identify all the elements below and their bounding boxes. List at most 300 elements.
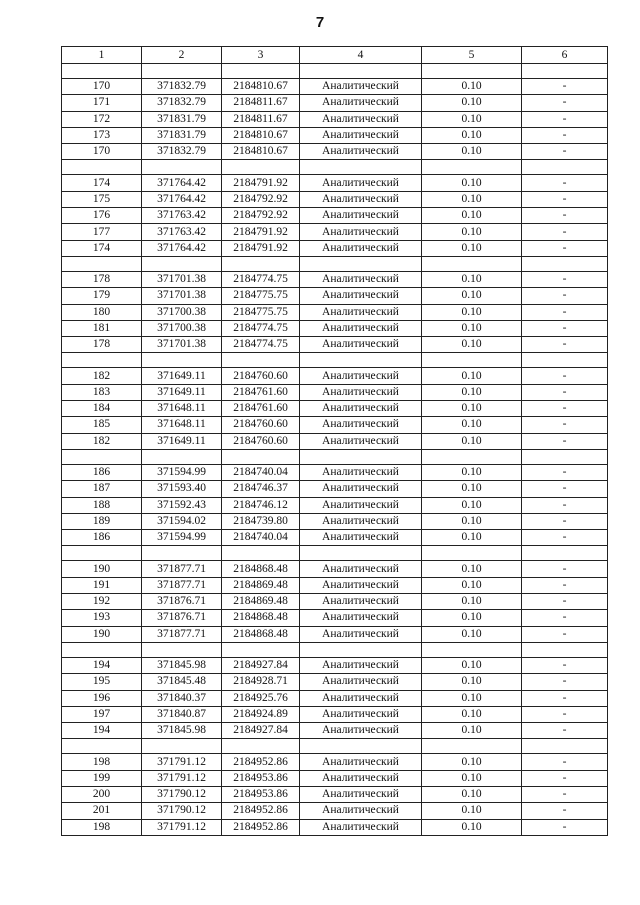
table-cell: 0.10 <box>422 337 522 353</box>
table-cell: 187 <box>62 481 142 497</box>
table-cell: Аналитический <box>300 304 422 320</box>
table-cell: Аналитический <box>300 513 422 529</box>
empty-cell <box>422 546 522 561</box>
table-cell: 371648.11 <box>142 401 222 417</box>
table-cell: 194 <box>62 657 142 673</box>
group-separator-row <box>62 64 608 79</box>
empty-cell <box>522 642 608 657</box>
table-cell: 371877.71 <box>142 626 222 642</box>
table-cell: 371832.79 <box>142 95 222 111</box>
empty-cell <box>222 739 300 754</box>
table-cell: 371594.99 <box>142 464 222 480</box>
table-cell: 2184775.75 <box>222 288 300 304</box>
table-cell: 0.10 <box>422 594 522 610</box>
table-cell: 0.10 <box>422 626 522 642</box>
table-row <box>62 271 608 287</box>
table-row <box>62 594 608 610</box>
table-cell: 0.10 <box>422 674 522 690</box>
table-cell: - <box>522 577 608 593</box>
table-cell: Аналитический <box>300 417 422 433</box>
empty-cell <box>142 642 222 657</box>
table-cell: 371701.38 <box>142 337 222 353</box>
table-cell: 197 <box>62 706 142 722</box>
table-row <box>62 786 608 802</box>
table-cell: 2184868.48 <box>222 561 300 577</box>
table-cell: - <box>522 819 608 835</box>
table-cell: 0.10 <box>422 530 522 546</box>
table-cell: - <box>522 111 608 127</box>
column-header: 5 <box>422 47 522 64</box>
table-row <box>62 723 608 739</box>
table-cell: 371877.71 <box>142 561 222 577</box>
table-cell: Аналитический <box>300 224 422 240</box>
empty-cell <box>142 256 222 271</box>
table-body <box>62 47 608 836</box>
table-cell: - <box>522 127 608 143</box>
table-cell: - <box>522 288 608 304</box>
table-cell: 2184791.92 <box>222 175 300 191</box>
empty-cell <box>422 739 522 754</box>
table-row <box>62 417 608 433</box>
table-row <box>62 111 608 127</box>
table-cell: - <box>522 417 608 433</box>
table-cell: 2184760.60 <box>222 433 300 449</box>
table-cell: 0.10 <box>422 464 522 480</box>
table-cell: - <box>522 674 608 690</box>
table-row <box>62 384 608 400</box>
table-cell: - <box>522 497 608 513</box>
empty-cell <box>62 642 142 657</box>
table-cell: 371700.38 <box>142 304 222 320</box>
table-cell: 2184760.60 <box>222 368 300 384</box>
group-separator-row <box>62 642 608 657</box>
empty-cell <box>142 546 222 561</box>
table-cell: 0.10 <box>422 723 522 739</box>
empty-cell <box>62 546 142 561</box>
empty-cell <box>522 449 608 464</box>
table-cell: 371877.71 <box>142 577 222 593</box>
table-cell: 0.10 <box>422 240 522 256</box>
table-row <box>62 690 608 706</box>
table-cell: 0.10 <box>422 127 522 143</box>
table-cell: 0.10 <box>422 481 522 497</box>
table-cell: Аналитический <box>300 706 422 722</box>
table-cell: 2184775.75 <box>222 304 300 320</box>
table-cell: 2184791.92 <box>222 240 300 256</box>
empty-cell <box>522 160 608 175</box>
table-cell: Аналитический <box>300 401 422 417</box>
table-cell: 371700.38 <box>142 320 222 336</box>
table-cell: - <box>522 481 608 497</box>
table-cell: 371649.11 <box>142 433 222 449</box>
empty-cell <box>62 256 142 271</box>
table-cell: 0.10 <box>422 304 522 320</box>
table-row <box>62 240 608 256</box>
table-row <box>62 754 608 770</box>
table-cell: 0.10 <box>422 577 522 593</box>
empty-cell <box>300 256 422 271</box>
table-cell: 2184810.67 <box>222 127 300 143</box>
empty-cell <box>222 353 300 368</box>
table-cell: - <box>522 433 608 449</box>
table-row <box>62 368 608 384</box>
table-cell: Аналитический <box>300 464 422 480</box>
table-cell: 2184810.67 <box>222 79 300 95</box>
table-cell: 371845.48 <box>142 674 222 690</box>
table-row <box>62 208 608 224</box>
table-cell: 198 <box>62 754 142 770</box>
table-cell: 371845.98 <box>142 723 222 739</box>
table-cell: 194 <box>62 723 142 739</box>
table-cell: - <box>522 561 608 577</box>
table-cell: 0.10 <box>422 754 522 770</box>
table-cell: 2184953.86 <box>222 786 300 802</box>
table-cell: Аналитический <box>300 657 422 673</box>
table-cell: 2184792.92 <box>222 191 300 207</box>
table-cell: - <box>522 368 608 384</box>
table-cell: Аналитический <box>300 819 422 835</box>
table-cell: 186 <box>62 464 142 480</box>
table-cell: Аналитический <box>300 208 422 224</box>
table-cell: - <box>522 208 608 224</box>
table-cell: 371649.11 <box>142 368 222 384</box>
table-cell: 2184739.80 <box>222 513 300 529</box>
table-cell: Аналитический <box>300 561 422 577</box>
table-cell: Аналитический <box>300 111 422 127</box>
table-cell: Аналитический <box>300 497 422 513</box>
table-cell: 182 <box>62 368 142 384</box>
table-cell: 0.10 <box>422 95 522 111</box>
table-cell: 176 <box>62 208 142 224</box>
table-cell: Аналитический <box>300 384 422 400</box>
table-cell: 193 <box>62 610 142 626</box>
table-row <box>62 464 608 480</box>
table-cell: 2184927.84 <box>222 723 300 739</box>
table-row <box>62 770 608 786</box>
table-cell: 185 <box>62 417 142 433</box>
table-cell: - <box>522 770 608 786</box>
empty-cell <box>522 256 608 271</box>
empty-cell <box>300 739 422 754</box>
table-cell: Аналитический <box>300 368 422 384</box>
empty-cell <box>222 642 300 657</box>
table-cell: 2184927.84 <box>222 657 300 673</box>
table-cell: 189 <box>62 513 142 529</box>
table-cell: 183 <box>62 384 142 400</box>
group-separator-row <box>62 353 608 368</box>
table-cell: - <box>522 786 608 802</box>
table-cell: Аналитический <box>300 594 422 610</box>
table-cell: 0.10 <box>422 271 522 287</box>
table-cell: - <box>522 224 608 240</box>
empty-cell <box>142 160 222 175</box>
table-cell: - <box>522 626 608 642</box>
empty-cell <box>422 642 522 657</box>
table-cell: - <box>522 803 608 819</box>
empty-cell <box>422 353 522 368</box>
table-cell: - <box>522 723 608 739</box>
table-cell: 0.10 <box>422 224 522 240</box>
table-cell: 0.10 <box>422 208 522 224</box>
table-cell: Аналитический <box>300 337 422 353</box>
table-cell: Аналитический <box>300 577 422 593</box>
table-cell: 0.10 <box>422 706 522 722</box>
table-row <box>62 561 608 577</box>
table-cell: 2184740.04 <box>222 464 300 480</box>
table-row <box>62 610 608 626</box>
table-cell: Аналитический <box>300 144 422 160</box>
table-cell: Аналитический <box>300 723 422 739</box>
table-cell: - <box>522 144 608 160</box>
table-cell: Аналитический <box>300 803 422 819</box>
group-separator-row <box>62 449 608 464</box>
table-cell: 371790.12 <box>142 803 222 819</box>
table-row <box>62 224 608 240</box>
table-cell: - <box>522 464 608 480</box>
table-cell: 371648.11 <box>142 417 222 433</box>
table-cell: - <box>522 530 608 546</box>
empty-cell <box>300 546 422 561</box>
empty-cell <box>422 160 522 175</box>
table-cell: 2184869.48 <box>222 577 300 593</box>
table-cell: Аналитический <box>300 271 422 287</box>
table-cell: 2184924.89 <box>222 706 300 722</box>
table-cell: 371764.42 <box>142 175 222 191</box>
table-cell: - <box>522 175 608 191</box>
table-cell: 0.10 <box>422 191 522 207</box>
table-row <box>62 304 608 320</box>
empty-cell <box>142 739 222 754</box>
table-cell: 0.10 <box>422 433 522 449</box>
table-cell: 191 <box>62 577 142 593</box>
group-separator-row <box>62 256 608 271</box>
empty-cell <box>222 449 300 464</box>
table-cell: 2184953.86 <box>222 770 300 786</box>
empty-cell <box>522 739 608 754</box>
table-cell: 2184774.75 <box>222 337 300 353</box>
table-cell: - <box>522 754 608 770</box>
table-cell: 175 <box>62 191 142 207</box>
table-cell: - <box>522 304 608 320</box>
empty-cell <box>222 160 300 175</box>
table-row <box>62 95 608 111</box>
table-cell: 0.10 <box>422 111 522 127</box>
table-cell: - <box>522 594 608 610</box>
table-cell: Аналитический <box>300 690 422 706</box>
table-cell: 174 <box>62 175 142 191</box>
table-cell: Аналитический <box>300 610 422 626</box>
table-cell: 0.10 <box>422 513 522 529</box>
table-header-row <box>62 47 608 64</box>
empty-cell <box>222 256 300 271</box>
table-cell: 195 <box>62 674 142 690</box>
table-cell: 371592.43 <box>142 497 222 513</box>
table-cell: 0.10 <box>422 384 522 400</box>
table-cell: 371831.79 <box>142 111 222 127</box>
empty-cell <box>522 546 608 561</box>
table-cell: 371764.42 <box>142 240 222 256</box>
table-row <box>62 513 608 529</box>
table-row <box>62 530 608 546</box>
column-header: 2 <box>142 47 222 64</box>
table-row <box>62 497 608 513</box>
table-cell: 371791.12 <box>142 819 222 835</box>
table-cell: 0.10 <box>422 79 522 95</box>
table-cell: 2184928.71 <box>222 674 300 690</box>
table-cell: 371764.42 <box>142 191 222 207</box>
empty-cell <box>142 449 222 464</box>
table-row <box>62 657 608 673</box>
table-cell: 181 <box>62 320 142 336</box>
table-cell: 170 <box>62 144 142 160</box>
group-separator-row <box>62 739 608 754</box>
table-cell: 182 <box>62 433 142 449</box>
empty-cell <box>300 353 422 368</box>
table-cell: 371876.71 <box>142 610 222 626</box>
table-cell: 170 <box>62 79 142 95</box>
table-row <box>62 337 608 353</box>
table-cell: - <box>522 706 608 722</box>
table-cell: 0.10 <box>422 175 522 191</box>
empty-cell <box>300 449 422 464</box>
table-cell: Аналитический <box>300 433 422 449</box>
table-cell: 196 <box>62 690 142 706</box>
table-cell: Аналитический <box>300 674 422 690</box>
table-cell: 2184811.67 <box>222 95 300 111</box>
table-cell: 2184774.75 <box>222 271 300 287</box>
table-cell: 371840.37 <box>142 690 222 706</box>
table-cell: 0.10 <box>422 417 522 433</box>
table-cell: - <box>522 690 608 706</box>
table-row <box>62 175 608 191</box>
table-cell: 199 <box>62 770 142 786</box>
table-cell: 371790.12 <box>142 786 222 802</box>
table-cell: - <box>522 240 608 256</box>
table-cell: 0.10 <box>422 610 522 626</box>
empty-cell <box>522 353 608 368</box>
table-cell: Аналитический <box>300 754 422 770</box>
table-cell: 184 <box>62 401 142 417</box>
table-cell: Аналитический <box>300 481 422 497</box>
table-cell: - <box>522 513 608 529</box>
column-header: 6 <box>522 47 608 64</box>
table-cell: 371763.42 <box>142 224 222 240</box>
table-cell: 2184925.76 <box>222 690 300 706</box>
table-cell: 192 <box>62 594 142 610</box>
table-row <box>62 481 608 497</box>
table-row <box>62 401 608 417</box>
table-cell: Аналитический <box>300 240 422 256</box>
table-cell: 190 <box>62 626 142 642</box>
column-header: 4 <box>300 47 422 64</box>
table-cell: Аналитический <box>300 175 422 191</box>
table-cell: 2184868.48 <box>222 626 300 642</box>
table-cell: 371763.42 <box>142 208 222 224</box>
table-cell: 371845.98 <box>142 657 222 673</box>
table-cell: 178 <box>62 271 142 287</box>
table-row <box>62 288 608 304</box>
table-cell: 0.10 <box>422 320 522 336</box>
table-cell: 2184746.37 <box>222 481 300 497</box>
table-row <box>62 706 608 722</box>
table-cell: 173 <box>62 127 142 143</box>
table-cell: 2184761.60 <box>222 384 300 400</box>
table-cell: Аналитический <box>300 530 422 546</box>
table-row <box>62 191 608 207</box>
empty-cell <box>300 642 422 657</box>
table-cell: Аналитический <box>300 320 422 336</box>
table-cell: 371791.12 <box>142 754 222 770</box>
empty-cell <box>142 64 222 79</box>
page-number: 7 <box>315 14 325 31</box>
table-cell: - <box>522 271 608 287</box>
table-cell: 371701.38 <box>142 271 222 287</box>
table-cell: 2184760.60 <box>222 417 300 433</box>
table-cell: 177 <box>62 224 142 240</box>
empty-cell <box>422 64 522 79</box>
table-cell: 179 <box>62 288 142 304</box>
table-cell: Аналитический <box>300 79 422 95</box>
group-separator-row <box>62 160 608 175</box>
table-cell: 371831.79 <box>142 127 222 143</box>
table-cell: 2184810.67 <box>222 144 300 160</box>
table-cell: 2184869.48 <box>222 594 300 610</box>
table-row <box>62 144 608 160</box>
column-header: 3 <box>222 47 300 64</box>
table-cell: 371791.12 <box>142 770 222 786</box>
table-cell: 371701.38 <box>142 288 222 304</box>
empty-cell <box>62 64 142 79</box>
table-cell: 190 <box>62 561 142 577</box>
table-cell: 371649.11 <box>142 384 222 400</box>
table-row <box>62 320 608 336</box>
empty-cell <box>62 739 142 754</box>
table-cell: - <box>522 95 608 111</box>
table-cell: 2184811.67 <box>222 111 300 127</box>
table-cell: 2184868.48 <box>222 610 300 626</box>
table-cell: 188 <box>62 497 142 513</box>
table-cell: - <box>522 320 608 336</box>
table-row <box>62 79 608 95</box>
table-cell: 2184792.92 <box>222 208 300 224</box>
empty-cell <box>300 160 422 175</box>
table-cell: Аналитический <box>300 288 422 304</box>
table-cell: 2184791.92 <box>222 224 300 240</box>
table-cell: 371876.71 <box>142 594 222 610</box>
table-cell: Аналитический <box>300 127 422 143</box>
table-cell: 371832.79 <box>142 144 222 160</box>
empty-cell <box>142 353 222 368</box>
table-row <box>62 803 608 819</box>
table-row <box>62 819 608 835</box>
table-cell: Аналитический <box>300 626 422 642</box>
table-cell: 0.10 <box>422 497 522 513</box>
table-cell: - <box>522 401 608 417</box>
table-cell: 0.10 <box>422 803 522 819</box>
table-cell: 198 <box>62 819 142 835</box>
table-cell: - <box>522 384 608 400</box>
table-cell: 0.10 <box>422 401 522 417</box>
table-cell: 2184746.12 <box>222 497 300 513</box>
empty-cell <box>62 353 142 368</box>
table-cell: Аналитический <box>300 95 422 111</box>
table-cell: - <box>522 657 608 673</box>
table-cell: 371593.40 <box>142 481 222 497</box>
table-cell: Аналитический <box>300 786 422 802</box>
empty-cell <box>222 546 300 561</box>
table-cell: 0.10 <box>422 288 522 304</box>
table-cell: 172 <box>62 111 142 127</box>
